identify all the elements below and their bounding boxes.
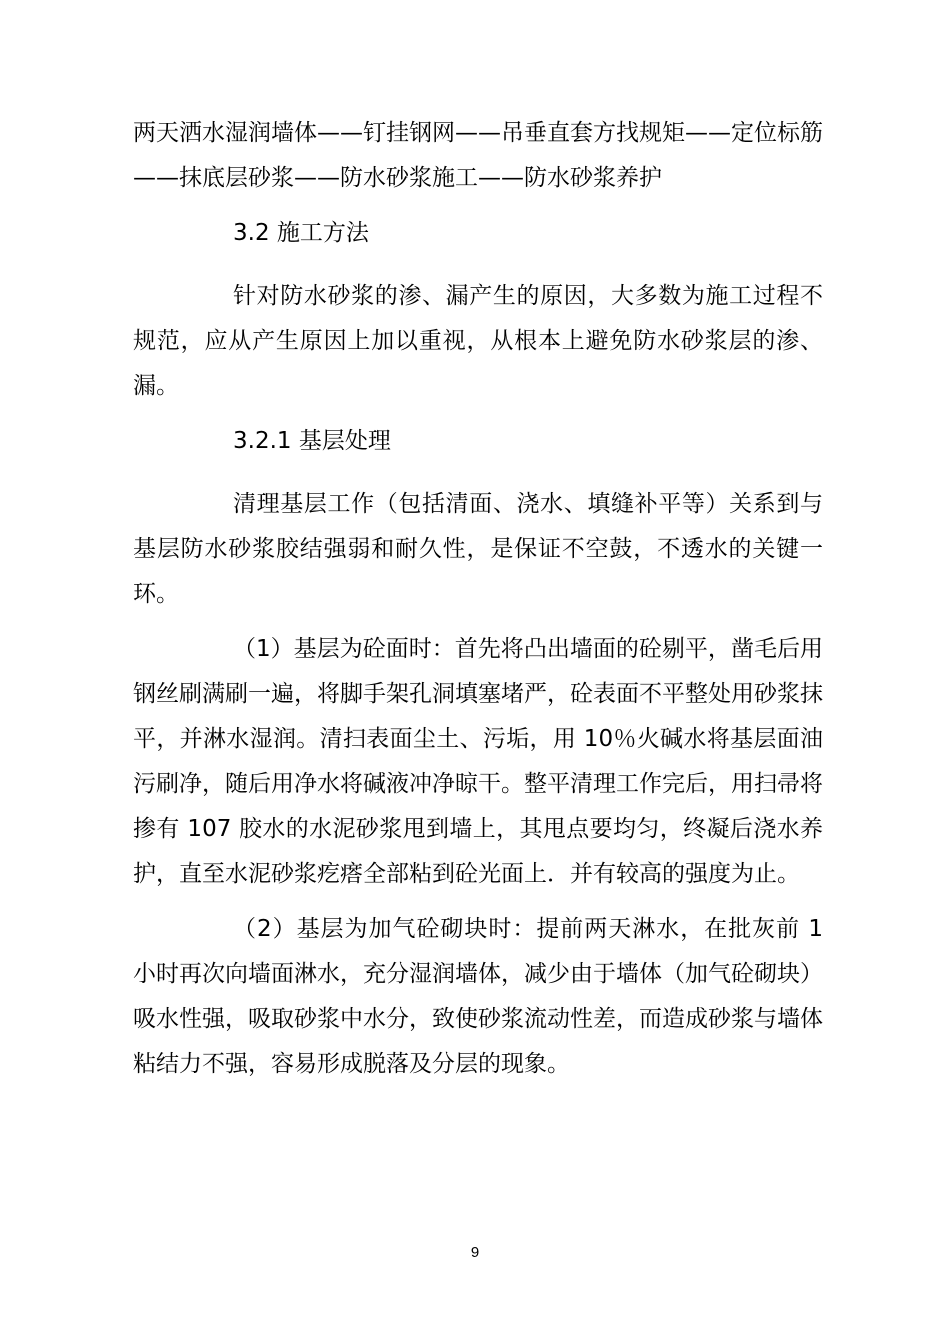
body-text <box>133 111 823 1097</box>
paragraph-aerated-block-base: （2）基层为加气砼砌块时：提前两天淋水，在批灰前 1 小时再次向墙面淋水，充分湿润墙体，减少由于墙体（加气砼砌块）吸水性强，吸取砂浆中水分，致使砂浆流动性差，而造成砂浆与墙体粘结力不强，容易形成脱落及分层的现象。 <box>133 916 823 1077</box>
paragraph-base-cleaning: 清理基层工作（包括清面、浇水、填缝补平等）关系到与基层防水砂浆胶结强弱和耐久性，是保证不空鼓，不透水的关键一环。 <box>133 491 823 607</box>
paragraph-process-flow: 两天洒水湿润墙体——钉挂钢网——吊垂直套方找规矩——定位标筋——抹底层砂浆——防水砂浆施工——防水砂浆养护 <box>133 120 823 191</box>
paragraph-leakage-causes: 针对防水砂浆的渗、漏产生的原因，大多数为施工过程不规范，应从产生原因上加以重视，从根本上避免防水砂浆层的渗、漏。 <box>133 283 823 399</box>
subsection-heading-base-treatment: 3.2.1 基层处理 <box>233 428 391 454</box>
page-number: 9 <box>470 1244 480 1261</box>
section-heading-construction-method: 3.2 施工方法 <box>233 220 369 246</box>
paragraph-concrete-base: （1）基层为砼面时：首先将凸出墙面的砼剔平，凿毛后用钢丝刷满刷一遍，将脚手架孔洞填塞堵严，砼表面不平整处用砂浆抹平，并淋水湿润。清扫表面尘土、污垢，用 10％火碱水将基层面油污刷净，随后用净水将碱液冲净晾干。整平清理工作完后，用扫帚将掺有 107 胶水的水泥砂浆甩到墙上，其甩点要均匀，终凝后浇水养护，直至水泥砂浆疙瘩全部粘到砼光面上．并有较高的强度为止。 <box>133 636 823 887</box>
